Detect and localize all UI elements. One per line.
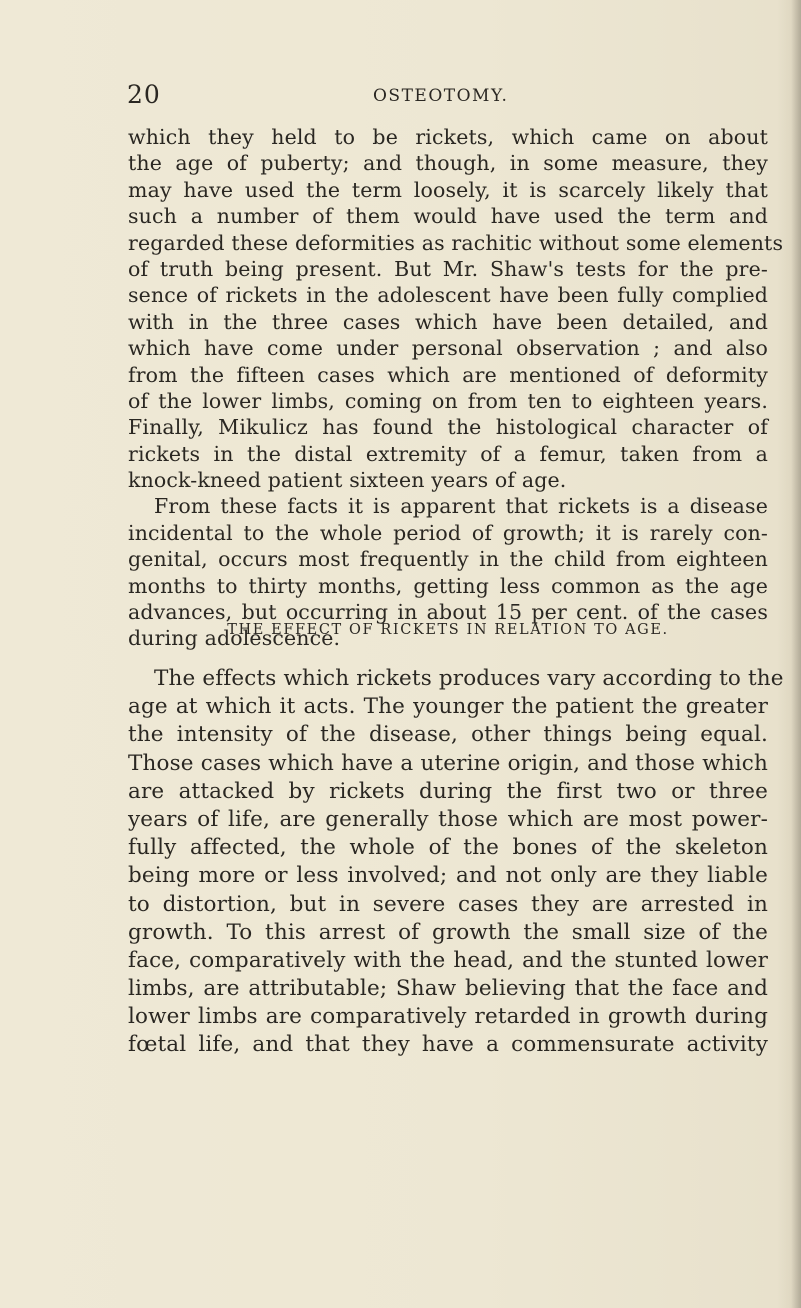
text-line: which have come under personal observation ; and also xyxy=(128,336,768,361)
running-head xyxy=(127,80,767,110)
text-line: sence of rickets in the adolescent have been fully complied xyxy=(128,283,768,308)
page-edge-shadow xyxy=(791,0,801,1308)
text-line: rickets in the distal extremity of a femur, taken from a xyxy=(128,441,768,466)
text-line: limbs, are attributable; Shaw believing that the face and xyxy=(128,976,768,1002)
text-line: regarded these deformities as rachitic without some elements xyxy=(128,230,784,255)
text-line: of truth being present. But Mr. Shaw's tests for the pre- xyxy=(128,256,768,281)
text-line: the age of puberty; and though, in some measure, they xyxy=(128,151,768,176)
text-line: which they held to be rickets, which came on about xyxy=(128,125,768,149)
text-line: years of life, are generally those which are most power- xyxy=(128,806,768,832)
text-line: the intensity of the disease, other things being equal. xyxy=(128,722,768,748)
text-line: months to thirty months, getting less common as the age xyxy=(128,573,768,598)
page-number: 20 xyxy=(127,80,161,109)
text-line: genital, occurs most frequently in the child from eighteen xyxy=(128,547,768,572)
text-line: incidental to the whole period of growth; it is rarely con- xyxy=(128,520,768,545)
text-line: from the fifteen cases which are mentioned of deformity xyxy=(128,362,768,387)
text-line: Finally, Mikulicz has found the histological character of xyxy=(128,415,768,440)
text-line: The effects which rickets produces vary according to the xyxy=(154,666,784,691)
text-line: face, comparatively with the head, and the stunted lower xyxy=(128,947,768,973)
text-line: From these facts it is apparent that rickets is a disease xyxy=(154,494,768,519)
text-line: during adolescence. xyxy=(128,626,341,651)
text-line: to distortion, but in severe cases they are arrested in xyxy=(128,891,768,917)
paragraph-3 xyxy=(128,665,784,1060)
text-line: such a number of them would have used the term and xyxy=(128,204,768,229)
text-line: fully affected, the whole of the bones of the skeleton xyxy=(128,835,768,861)
running-title: OSTEOTOMY. xyxy=(373,86,509,106)
text-line: are attacked by rickets during the first two or three xyxy=(128,778,768,804)
paragraph-1 xyxy=(128,124,784,493)
text-line: advances, but occurring in about 15 per cent. of the cases xyxy=(128,600,768,625)
section-heading: THE EFFECT OF RICKETS IN RELATION TO AGE. xyxy=(227,622,669,638)
body-text-upper xyxy=(128,124,784,652)
text-line: being more or less involved; and not only are they liable xyxy=(128,863,768,889)
text-line: age at which it acts. The younger the patient the greater xyxy=(128,694,768,720)
text-line: with in the three cases which have been detailed, and xyxy=(128,309,768,334)
text-line: growth. To this arrest of growth the small size of the xyxy=(128,919,768,945)
text-line: of the lower limbs, coming on from ten to eighteen years. xyxy=(128,388,768,413)
text-line: fœtal life, and that they have a commensurate activity xyxy=(128,1032,768,1058)
body-text-lower xyxy=(128,665,784,1060)
text-line: may have used the term loosely, it is scarcely likely that xyxy=(128,177,768,202)
text-line: knock-kneed patient sixteen years of age. xyxy=(128,468,567,493)
text-line: Those cases which have a uterine origin, and those which xyxy=(128,750,768,776)
text-line: lower limbs are comparatively retarded in growth during xyxy=(128,1004,768,1030)
